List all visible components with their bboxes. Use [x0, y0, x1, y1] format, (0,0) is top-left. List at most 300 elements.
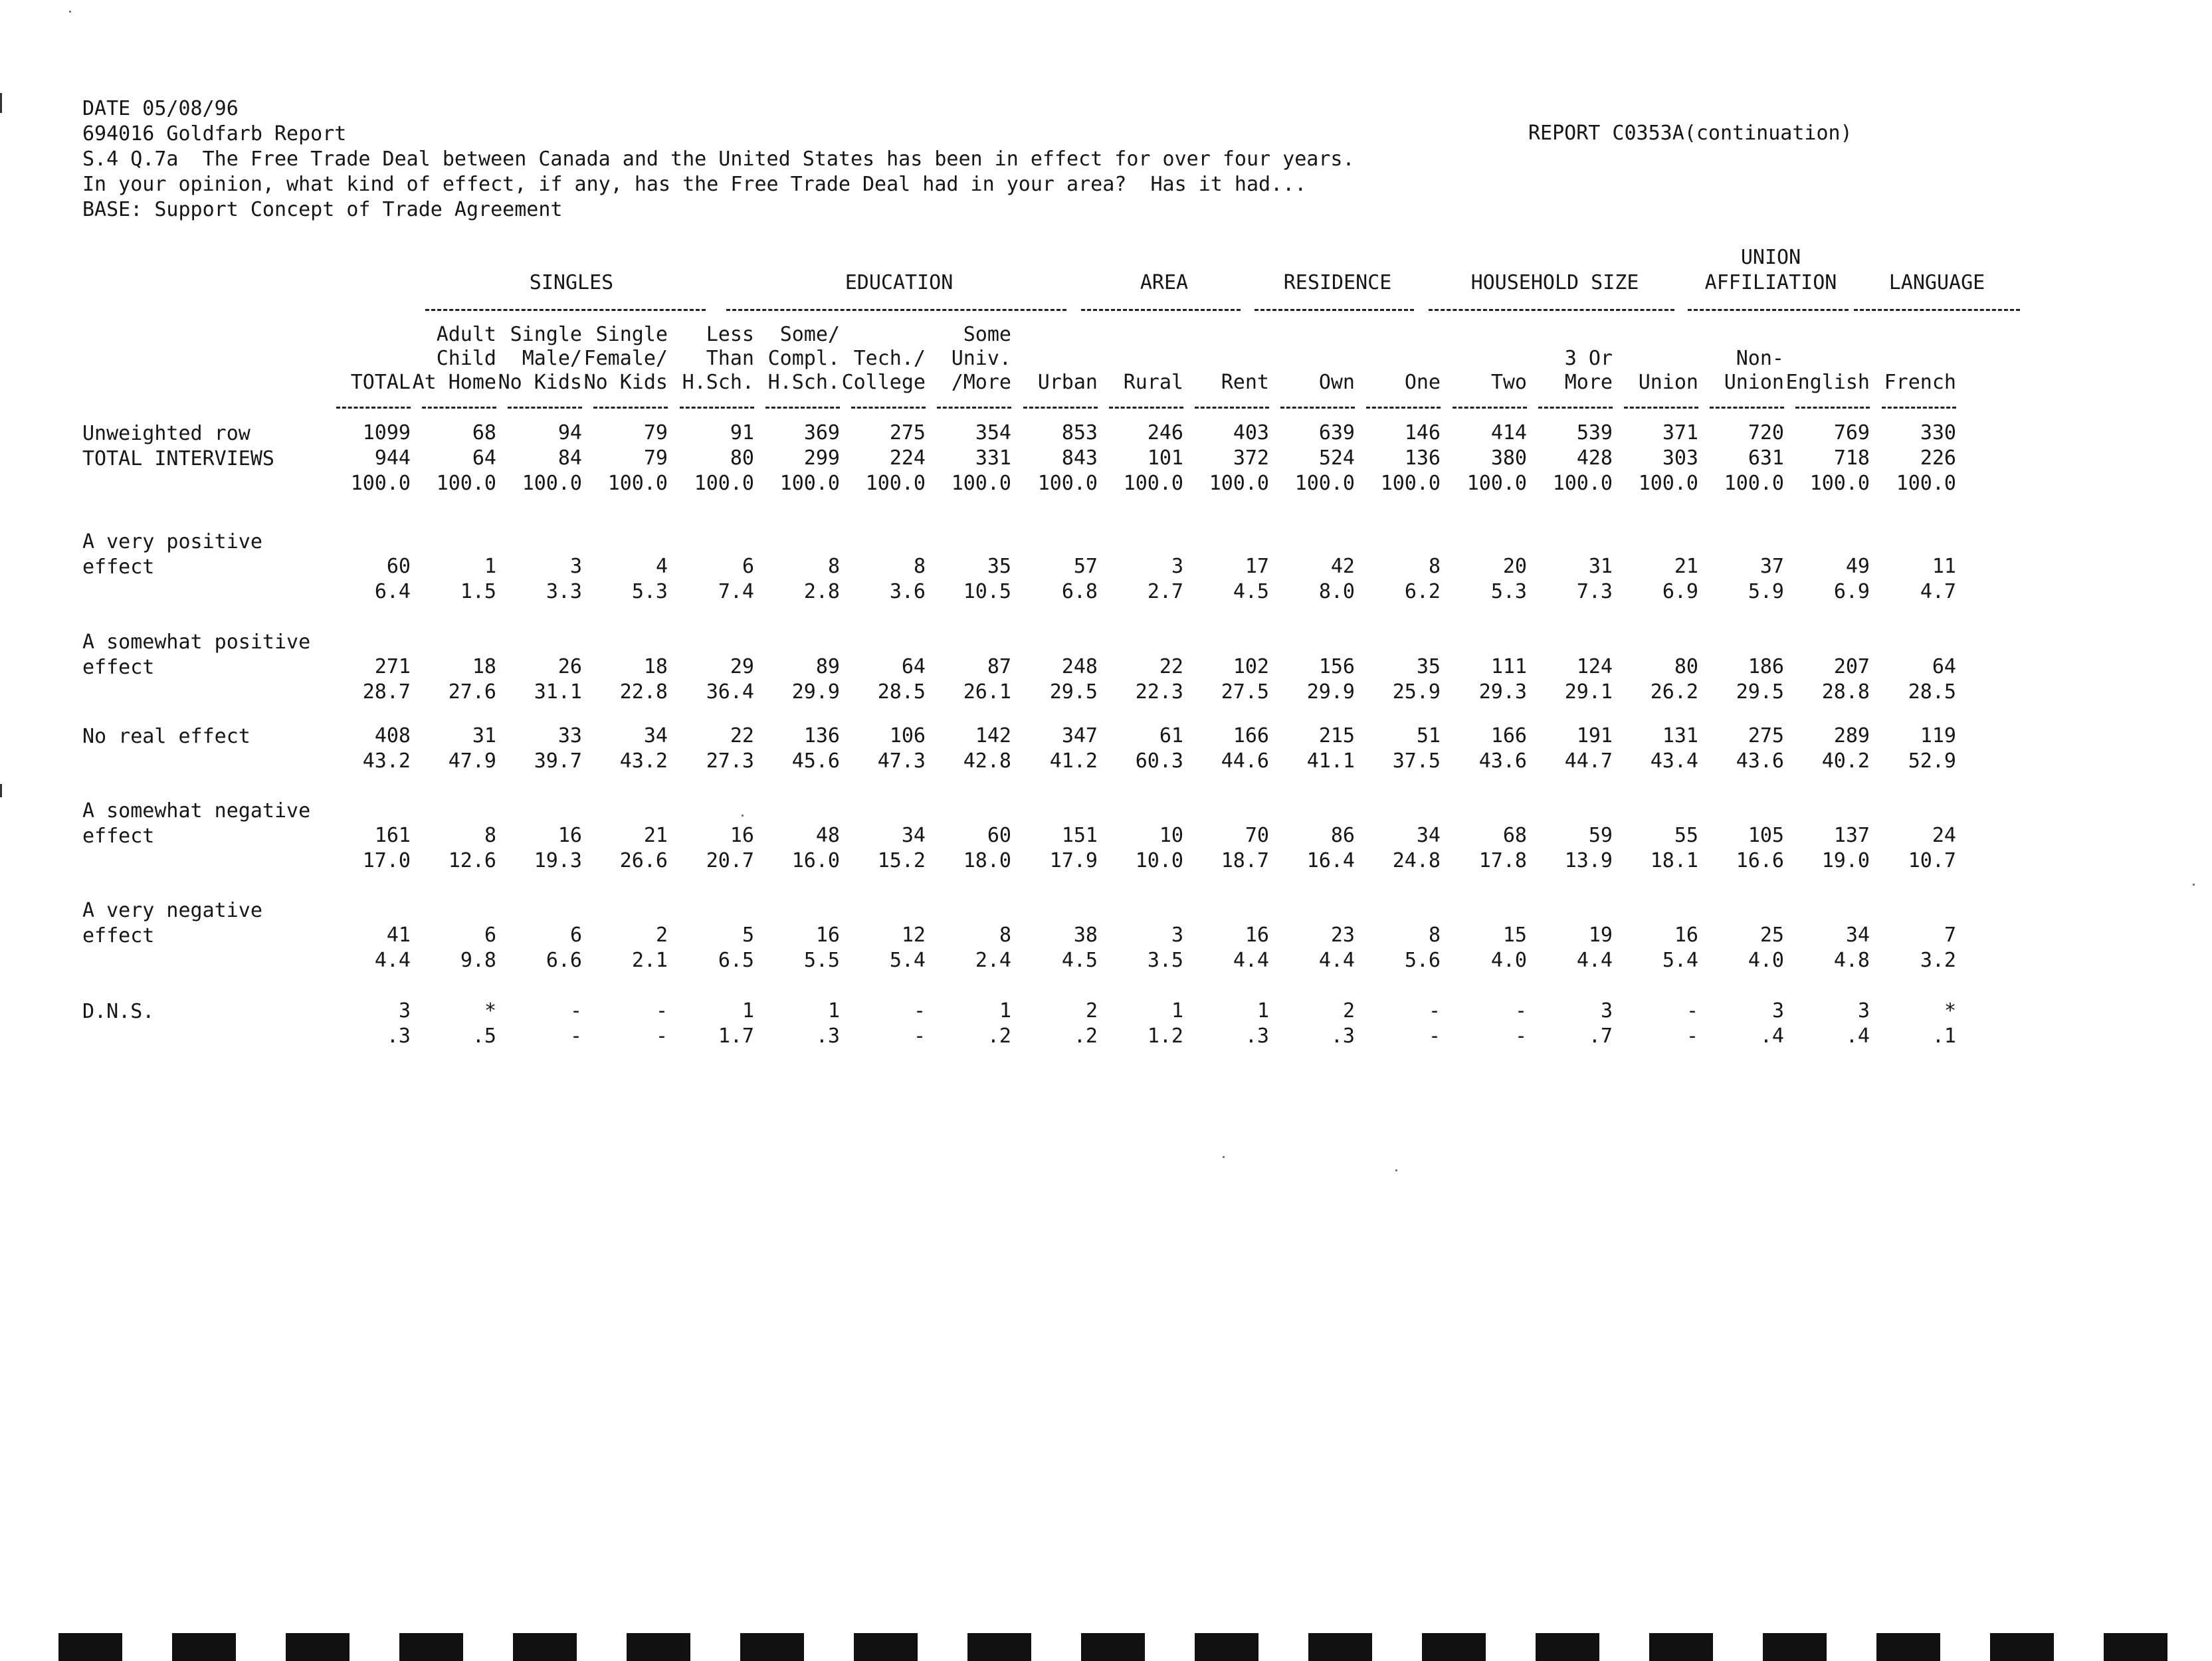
table-cell: 161: [374, 824, 411, 847]
table-cell: 20: [1502, 555, 1527, 578]
table-cell: 31.1: [534, 680, 582, 704]
table-cell: 100.0: [522, 472, 582, 495]
table-cell: 331: [975, 446, 1011, 470]
column-header: Rent: [1221, 371, 1269, 394]
table-cell: 156: [1318, 655, 1355, 678]
group-language: LANGUAGE: [1888, 271, 1985, 294]
table-cell: 31: [472, 724, 496, 747]
table-cell: 28.8: [1821, 680, 1870, 704]
table-cell: .4: [1760, 1025, 1784, 1048]
column-underline: [593, 407, 668, 409]
table-cell: 3.5: [1147, 949, 1183, 972]
scan-edge-bar: [967, 1633, 1031, 1661]
table-cell: 43.2: [362, 749, 411, 773]
table-cell: 22.8: [619, 680, 668, 704]
table-cell: 718: [1833, 446, 1870, 470]
table-cell: 1: [999, 999, 1011, 1023]
question-line-2: In your opinion, what kind of effect, if any, has the Free Trade Deal had in your area? Has it had...: [82, 173, 1307, 196]
table-cell: 13.9: [1564, 849, 1613, 872]
base-line: BASE: Support Concept of Trade Agreement: [82, 198, 563, 221]
table-cell: 61: [1159, 724, 1183, 747]
table-cell: 100.0: [350, 472, 411, 495]
column-header: Own: [1318, 371, 1355, 394]
column-underline: [1453, 407, 1527, 409]
table-cell: 17.8: [1478, 849, 1527, 872]
table-cell: 18.7: [1221, 849, 1269, 872]
column-header: English: [1785, 371, 1870, 394]
table-cell: 68: [472, 421, 496, 444]
table-cell: 106: [889, 724, 926, 747]
table-cell: .3: [815, 1025, 840, 1048]
table-cell: 403: [1233, 421, 1269, 444]
column-header: Less Than H.Sch.: [682, 323, 754, 394]
table-cell: 414: [1490, 421, 1527, 444]
table-cell: 22: [730, 724, 754, 747]
table-cell: 43.6: [1736, 749, 1784, 773]
table-cell: 10.7: [1908, 849, 1956, 872]
table-cell: 3: [1771, 999, 1784, 1023]
column-underline: [937, 407, 1011, 409]
table-cell: -: [655, 999, 668, 1023]
table-cell: 15: [1502, 924, 1527, 947]
table-cell: 1: [1171, 999, 1183, 1023]
table-cell: 3.3: [546, 580, 582, 603]
table-cell: 89: [815, 655, 840, 678]
table-cell: 6: [569, 924, 582, 947]
table-cell: 4.4: [1576, 949, 1613, 972]
table-cell: 12.6: [448, 849, 496, 872]
table-cell: 131: [1662, 724, 1698, 747]
table-cell: 639: [1318, 421, 1355, 444]
table-cell: 18: [643, 655, 668, 678]
column-underline: [680, 407, 754, 409]
table-cell: 186: [1748, 655, 1784, 678]
column-underline: [1795, 407, 1870, 409]
scan-edge-bar: [513, 1633, 577, 1661]
table-cell: 100.0: [1638, 472, 1698, 495]
table-cell: 6: [742, 555, 754, 578]
table-cell: 4.0: [1490, 949, 1527, 972]
table-cell: 7.4: [718, 580, 754, 603]
scan-edge-bar: [1081, 1633, 1145, 1661]
table-cell: 539: [1576, 421, 1613, 444]
table-cell: 371: [1662, 421, 1698, 444]
table-cell: 8.0: [1318, 580, 1355, 603]
table-cell: 1: [484, 555, 496, 578]
table-cell: 47.9: [448, 749, 496, 773]
table-cell: 289: [1833, 724, 1870, 747]
table-cell: 1099: [362, 421, 411, 444]
table-cell: 3: [398, 999, 411, 1023]
table-cell: 3: [1171, 555, 1183, 578]
table-cell: 35: [987, 555, 1011, 578]
table-cell: 35: [1416, 655, 1441, 678]
table-cell: 22: [1159, 655, 1183, 678]
table-cell: 6.2: [1404, 580, 1441, 603]
column-header: Rural: [1123, 371, 1183, 394]
column-underline: [1023, 407, 1098, 409]
table-cell: 43.2: [619, 749, 668, 773]
column-header: Union: [1638, 371, 1698, 394]
table-cell: 8: [1428, 555, 1441, 578]
table-cell: 8: [1428, 924, 1441, 947]
column-header: Some Univ. /More: [951, 323, 1011, 394]
table-cell: 28.5: [1908, 680, 1956, 704]
scan-edge-bar: [58, 1633, 122, 1661]
row-label: A very positive effect: [82, 530, 262, 579]
table-cell: 408: [374, 724, 411, 747]
table-cell: 100.0: [607, 472, 668, 495]
table-cell: 3.6: [889, 580, 926, 603]
table-cell: 6: [484, 924, 496, 947]
table-cell: 330: [1920, 421, 1956, 444]
table-cell: 18.0: [963, 849, 1011, 872]
table-cell: 524: [1318, 446, 1355, 470]
group-union-affiliation: UNION AFFILIATION: [1704, 246, 1837, 294]
table-cell: -: [1514, 1025, 1527, 1048]
scan-speck: [1223, 1156, 1225, 1158]
table-cell: 207: [1833, 655, 1870, 678]
column-underline: [1882, 407, 1956, 409]
table-cell: .3: [386, 1025, 411, 1048]
table-cell: 215: [1318, 724, 1355, 747]
table-cell: 2.7: [1147, 580, 1183, 603]
table-cell: 48: [815, 824, 840, 847]
table-cell: 100.0: [951, 472, 1011, 495]
table-cell: 6.9: [1662, 580, 1698, 603]
table-cell: 146: [1404, 421, 1441, 444]
column-header: Some/ Compl. H.Sch.: [767, 323, 840, 394]
table-cell: 100.0: [1809, 472, 1870, 495]
table-cell: 12: [901, 924, 926, 947]
table-cell: 49: [1845, 555, 1870, 578]
column-underline: [765, 407, 840, 409]
table-cell: 80: [730, 446, 754, 470]
table-cell: 1.5: [460, 580, 496, 603]
table-cell: 136: [1404, 446, 1441, 470]
scan-edge-bar: [1422, 1633, 1486, 1661]
table-cell: 3.2: [1920, 949, 1956, 972]
table-cell: 9.8: [460, 949, 496, 972]
table-cell: 60: [386, 555, 411, 578]
row-label: No real effect: [82, 725, 251, 748]
table-cell: 354: [975, 421, 1011, 444]
table-cell: 26.2: [1650, 680, 1698, 704]
scan-edge-bar: [1195, 1633, 1258, 1661]
table-cell: 34: [901, 824, 926, 847]
table-cell: 380: [1490, 446, 1527, 470]
table-cell: 26: [557, 655, 582, 678]
group-education: EDUCATION: [845, 271, 954, 294]
table-cell: 100.0: [436, 472, 496, 495]
table-cell: 26.1: [963, 680, 1011, 704]
table-cell: 1.7: [718, 1025, 754, 1048]
table-cell: .2: [987, 1025, 1011, 1048]
table-cell: 4.4: [1233, 949, 1269, 972]
table-cell: 3: [1171, 924, 1183, 947]
report-date: DATE 05/08/96: [82, 97, 239, 120]
table-cell: -: [1686, 1025, 1698, 1048]
table-cell: 8: [484, 824, 496, 847]
scan-edge-bar: [1308, 1633, 1372, 1661]
table-cell: 347: [1061, 724, 1098, 747]
table-cell: .4: [1845, 1025, 1870, 1048]
table-cell: 6.9: [1833, 580, 1870, 603]
table-cell: 5.4: [1662, 949, 1698, 972]
table-cell: 29.9: [1306, 680, 1355, 704]
table-cell: 18: [472, 655, 496, 678]
row-label: D.N.S.: [82, 1000, 155, 1023]
table-cell: 24: [1932, 824, 1956, 847]
table-cell: 41: [386, 924, 411, 947]
table-cell: 16: [557, 824, 582, 847]
table-cell: 55: [1674, 824, 1698, 847]
table-cell: -: [569, 1025, 582, 1048]
table-cell: 3: [1600, 999, 1613, 1023]
scan-edge-bar: [1649, 1633, 1713, 1661]
table-cell: 29.1: [1564, 680, 1613, 704]
column-header: Urban: [1037, 371, 1098, 394]
table-cell: 29.3: [1478, 680, 1527, 704]
table-cell: -: [569, 999, 582, 1023]
table-cell: 91: [730, 421, 754, 444]
column-header: TOTAL: [350, 371, 411, 394]
table-cell: 8: [999, 924, 1011, 947]
table-cell: 303: [1662, 446, 1698, 470]
table-cell: 5.5: [803, 949, 840, 972]
table-cell: 86: [1330, 824, 1355, 847]
table-cell: 137: [1833, 824, 1870, 847]
table-cell: 1: [1257, 999, 1269, 1023]
group-singles: SINGLES: [529, 271, 614, 294]
table-cell: 275: [1748, 724, 1784, 747]
table-cell: 369: [803, 421, 840, 444]
column-underline: [1366, 407, 1441, 409]
table-cell: 51: [1416, 724, 1441, 747]
table-cell: 25.9: [1392, 680, 1441, 704]
column-header: 3 Or More: [1564, 347, 1613, 394]
table-cell: 19: [1588, 924, 1613, 947]
table-cell: 166: [1233, 724, 1269, 747]
table-cell: 11: [1932, 555, 1956, 578]
table-cell: 4.5: [1233, 580, 1269, 603]
column-header: French: [1884, 371, 1956, 394]
table-cell: 64: [472, 446, 496, 470]
table-cell: 224: [889, 446, 926, 470]
column-header: Adult Child At Home: [412, 323, 496, 394]
scan-edge-mark: [0, 93, 2, 113]
table-cell: 100.0: [1037, 472, 1098, 495]
row-label: A somewhat positive effect: [82, 631, 311, 679]
scan-edge-bar: [627, 1633, 690, 1661]
scan-speck: [69, 11, 71, 13]
table-cell: 4.5: [1061, 949, 1098, 972]
table-cell: 853: [1061, 421, 1098, 444]
table-cell: 5.9: [1748, 580, 1784, 603]
table-cell: 60.3: [1135, 749, 1183, 773]
table-cell: 68: [1502, 824, 1527, 847]
table-cell: 2: [1085, 999, 1098, 1023]
table-cell: 21: [643, 824, 668, 847]
table-cell: .3: [1330, 1025, 1355, 1048]
table-cell: 27.5: [1221, 680, 1269, 704]
scan-edge-bar: [172, 1633, 236, 1661]
table-cell: 28.5: [877, 680, 926, 704]
table-cell: 1.2: [1147, 1025, 1183, 1048]
column-underline: [851, 407, 926, 409]
row-label: Unweighted row TOTAL INTERVIEWS: [82, 422, 274, 470]
column-underline: [422, 407, 496, 409]
group-area-rule: [1081, 309, 1241, 311]
table-cell: 19.0: [1821, 849, 1870, 872]
table-cell: 28.7: [362, 680, 411, 704]
table-cell: 16: [1245, 924, 1269, 947]
table-cell: 29: [730, 655, 754, 678]
table-cell: 64: [1932, 655, 1956, 678]
table-cell: 43.4: [1650, 749, 1698, 773]
table-cell: 100.0: [1380, 472, 1441, 495]
table-cell: 37: [1760, 555, 1784, 578]
scan-edge-bar: [2104, 1633, 2167, 1661]
table-cell: 5.6: [1404, 949, 1441, 972]
table-cell: 5.3: [631, 580, 668, 603]
table-cell: 6.4: [374, 580, 411, 603]
table-cell: 6.6: [546, 949, 582, 972]
table-cell: 16: [730, 824, 754, 847]
table-cell: 31: [1588, 555, 1613, 578]
table-cell: 5: [742, 924, 754, 947]
scan-edge-bar: [1763, 1633, 1827, 1661]
table-cell: 4.7: [1920, 580, 1956, 603]
table-cell: 372: [1233, 446, 1269, 470]
table-cell: 191: [1576, 724, 1613, 747]
table-cell: 17.0: [362, 849, 411, 872]
table-cell: 4.4: [374, 949, 411, 972]
table-cell: 25: [1760, 924, 1784, 947]
table-cell: 79: [643, 446, 668, 470]
table-cell: 80: [1674, 655, 1698, 678]
table-cell: 111: [1490, 655, 1527, 678]
table-cell: 124: [1576, 655, 1613, 678]
table-cell: .7: [1588, 1025, 1613, 1048]
table-cell: 3: [569, 555, 582, 578]
table-cell: 4.0: [1748, 949, 1784, 972]
scan-edge-bar: [854, 1633, 918, 1661]
table-cell: 16: [1674, 924, 1698, 947]
table-cell: 52.9: [1908, 749, 1956, 773]
table-cell: 16.6: [1736, 849, 1784, 872]
table-cell: 27.6: [448, 680, 496, 704]
table-cell: 39.7: [534, 749, 582, 773]
row-label: A very negative effect: [82, 899, 262, 947]
table-cell: 17.9: [1049, 849, 1098, 872]
table-cell: 42.8: [963, 749, 1011, 773]
table-cell: 769: [1833, 421, 1870, 444]
table-cell: 40.2: [1821, 749, 1870, 773]
table-cell: 4.8: [1833, 949, 1870, 972]
table-cell: 248: [1061, 655, 1098, 678]
table-cell: 41.2: [1049, 749, 1098, 773]
table-cell: 5.3: [1490, 580, 1527, 603]
column-header: Non- Union: [1724, 347, 1784, 394]
table-cell: 29.9: [791, 680, 840, 704]
group-household-size-rule: [1429, 309, 1674, 311]
table-cell: 8: [913, 555, 926, 578]
table-cell: 15.2: [877, 849, 926, 872]
column-underline: [1195, 407, 1269, 409]
table-cell: 34: [1416, 824, 1441, 847]
table-cell: 100.0: [1724, 472, 1784, 495]
table-cell: 87: [987, 655, 1011, 678]
column-header: Tech./ College: [841, 347, 926, 394]
table-cell: 6.8: [1061, 580, 1098, 603]
table-cell: 226: [1920, 446, 1956, 470]
table-cell: 1: [827, 999, 840, 1023]
group-singles-rule: [425, 309, 706, 311]
table-cell: -: [1428, 1025, 1441, 1048]
table-cell: 33: [557, 724, 582, 747]
table-cell: 275: [889, 421, 926, 444]
table-cell: 41.1: [1306, 749, 1355, 773]
question-line-1: S.4 Q.7a The Free Trade Deal between Canada and the United States has been in effect for over four years.: [82, 147, 1355, 171]
column-underline: [508, 407, 582, 409]
table-cell: 4.4: [1318, 949, 1355, 972]
table-cell: 7.3: [1576, 580, 1613, 603]
table-cell: 16.0: [791, 849, 840, 872]
table-cell: 45.6: [791, 749, 840, 773]
table-cell: 10.0: [1135, 849, 1183, 872]
table-cell: 23: [1330, 924, 1355, 947]
table-cell: 2.8: [803, 580, 840, 603]
scan-edge-mark: [0, 784, 2, 797]
table-cell: 100.0: [1209, 472, 1269, 495]
table-cell: 29.5: [1736, 680, 1784, 704]
column-underline: [1109, 407, 1183, 409]
table-cell: 2: [1342, 999, 1355, 1023]
scan-edge-bar: [1876, 1633, 1940, 1661]
table-cell: 2.1: [631, 949, 668, 972]
table-cell: 10.5: [963, 580, 1011, 603]
column-header: One: [1404, 371, 1441, 394]
table-cell: 27.3: [706, 749, 754, 773]
table-cell: 100.0: [1552, 472, 1613, 495]
table-cell: 720: [1748, 421, 1784, 444]
table-cell: .5: [472, 1025, 496, 1048]
group-education-rule: [726, 309, 1066, 311]
table-cell: 44.7: [1564, 749, 1613, 773]
table-cell: 64: [901, 655, 926, 678]
table-cell: 36.4: [706, 680, 754, 704]
group-area: AREA: [1140, 271, 1189, 294]
table-cell: 100.0: [779, 472, 840, 495]
table-cell: *: [1944, 999, 1956, 1023]
table-cell: 100.0: [694, 472, 754, 495]
group-household-size: HOUSEHOLD SIZE: [1470, 271, 1639, 294]
row-label: A somewhat negative effect: [82, 799, 311, 848]
table-cell: -: [1428, 999, 1441, 1023]
table-cell: 10: [1159, 824, 1183, 847]
table-cell: 151: [1061, 824, 1098, 847]
table-cell: 26.6: [619, 849, 668, 872]
scan-edge-bar: [740, 1633, 804, 1661]
table-cell: 136: [803, 724, 840, 747]
table-cell: .3: [1245, 1025, 1269, 1048]
table-cell: 70: [1245, 824, 1269, 847]
scan-edge-bar: [286, 1633, 350, 1661]
table-cell: 166: [1490, 724, 1527, 747]
table-cell: 47.3: [877, 749, 926, 773]
table-cell: 34: [643, 724, 668, 747]
